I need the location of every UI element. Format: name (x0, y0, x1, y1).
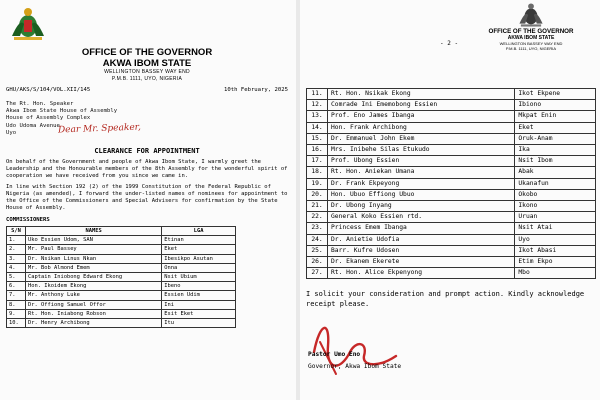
table-row (7, 254, 236, 263)
nominee-name: Comrade Ini Ememobong Essien (328, 100, 515, 111)
row-number: 7. (7, 291, 26, 300)
column-header: S/N (7, 227, 26, 236)
table-row (307, 111, 596, 122)
row-number: 6. (7, 282, 26, 291)
row-number: 2. (7, 245, 26, 254)
row-number: 9. (7, 309, 26, 318)
table-row (307, 89, 596, 100)
nominee-lga: Ika (515, 145, 596, 156)
nominee-lga: Ibeno (162, 282, 236, 291)
signature-mark (306, 312, 426, 382)
office-title: OFFICE OF THE GOVERNOR (488, 28, 574, 35)
page-number: - 2 - (440, 40, 459, 47)
address-line: Udo Udoma Avenue (6, 122, 60, 129)
state-title: AKWA IBOM STATE (102, 58, 192, 69)
nominee-lga: Ibiono (515, 100, 596, 111)
nominee-lga: Nsit Atai (515, 223, 596, 234)
nominee-name: Mr. Paul Bassey (26, 245, 162, 254)
table-row (307, 234, 596, 245)
address-line: Akwa Ibom State House of Assembly (6, 108, 118, 115)
row-number: 20. (307, 189, 328, 200)
table-row (307, 223, 596, 234)
nominee-lga: Nsit Ibom (515, 156, 596, 167)
row-number: 14. (307, 122, 328, 133)
row-number: 4. (7, 263, 26, 272)
table-row (307, 189, 596, 200)
nominee-name: Prof. Ubong Essien (328, 156, 515, 167)
nominee-name: Mr. Anthony Luke (26, 291, 162, 300)
nominee-name: Dr. Nsikan Linus Nkan (26, 254, 162, 263)
commissioners-table (6, 226, 236, 328)
nominee-name: Dr. Emmanuel John Ekem (328, 133, 515, 144)
table-row (307, 245, 596, 256)
table-row (307, 100, 596, 111)
table-row (7, 300, 236, 309)
letter-title: CLEARANCE FOR APPOINTMENT (94, 147, 200, 156)
coat-of-arms-icon (6, 6, 50, 42)
nominee-name: Mrs. Inibehe Silas Etukudo (328, 145, 515, 156)
nominee-name: Rt. Hon. Nsikak Ekong (328, 89, 515, 100)
table-row (7, 245, 236, 254)
table-row (7, 319, 236, 328)
row-number: 27. (307, 268, 328, 279)
page-2-letterhead (476, 2, 586, 51)
row-number: 3. (7, 254, 26, 263)
nominee-name: Dr. Ekanem Ekerete (328, 257, 515, 268)
nominee-lga: Okobo (515, 189, 596, 200)
state-title: AKWA IBOM STATE (507, 35, 555, 41)
nominee-lga: Ini (162, 300, 236, 309)
address-line-2: P.M.B. 1111, UYO, NIGERIA (111, 76, 183, 82)
row-number: 10. (7, 319, 26, 328)
address-line-1: WELLINGTON BASSEY WAY END (104, 69, 190, 75)
paragraph-2: In line with Section 192 (2) of the 1999 Constitution of the Federal Republic of Nigeria (as amended), I forward the under-listed names of nominees for appointment to the Office of the Commissioners and Special Advisers for confirmation by the State House of Assembly. (6, 184, 288, 212)
coat-of-arms-icon (515, 2, 547, 28)
nominee-lga: Etinan (162, 236, 236, 245)
row-number: 24. (307, 234, 328, 245)
recipient-address (6, 101, 288, 137)
row-number: 18. (307, 167, 328, 178)
row-number: 8. (7, 300, 26, 309)
nominee-name: Captain Iniobong Edward Ekong (26, 273, 162, 282)
nominee-lga: Itu (162, 319, 236, 328)
row-number: 15. (307, 133, 328, 144)
table-row (307, 257, 596, 268)
signatory-title: Governor, Akwa Ibom State (308, 363, 402, 370)
address-line: House of Assembly Complex (6, 115, 91, 122)
nominee-lga: Abak (515, 167, 596, 178)
office-title: OFFICE OF THE GOVERNOR (81, 47, 213, 58)
paragraph-1: On behalf of the Government and people of Akwa Ibom State, I warmly greet the Leadership and the Honourable members of the 8th Assembly for the wonderful spirit of cooperation we have received from you since we came in. (6, 159, 288, 180)
table-row (7, 273, 236, 282)
nominee-name: Princess Emem Ibanga (328, 223, 515, 234)
nominee-name: Barr. Kufre Udosen (328, 245, 515, 256)
table-row (307, 212, 596, 223)
nominee-lga: Mbo (515, 268, 596, 279)
nominee-name: Rt. Hon. Alice Ekpenyong (328, 268, 515, 279)
table-row (7, 309, 236, 318)
nominee-name: Rt. Hon. Iniabong Robson (26, 309, 162, 318)
reference-line (6, 87, 288, 93)
letter-date: 10th February, 2025 (224, 87, 288, 93)
nominee-name: Dr. Ubong Inyang (328, 201, 515, 212)
nominee-lga: Eket (515, 122, 596, 133)
row-number: 17. (307, 156, 328, 167)
nominee-name: General Koko Essien rtd. (328, 212, 515, 223)
nominee-name: Hon. Frank Archibong (328, 122, 515, 133)
table-row (307, 167, 596, 178)
letter-page-2 (300, 0, 600, 400)
table-row (307, 122, 596, 133)
nominee-lga: Nsit Ubium (162, 273, 236, 282)
column-header: NAMES (26, 227, 162, 236)
row-number: 19. (307, 178, 328, 189)
column-header: LGA (162, 227, 236, 236)
table-row (7, 263, 236, 272)
row-number: 13. (307, 111, 328, 122)
nominee-lga: Uyo (515, 234, 596, 245)
row-number: 26. (307, 257, 328, 268)
nominee-name: Dr. Offiong Samuel Offor (26, 300, 162, 309)
nominee-lga: Mkpat Enin (515, 111, 596, 122)
nominee-name: Hon. Ikoidem Ekong (26, 282, 162, 291)
nominee-name: Uko Essien Udom, SAN (26, 236, 162, 245)
table-row (7, 291, 236, 300)
row-number: 25. (307, 245, 328, 256)
nominee-lga: Etim Ekpo (515, 257, 596, 268)
table-row (307, 178, 596, 189)
nominee-lga: Essien Udim (162, 291, 236, 300)
letter-page-1 (0, 0, 296, 400)
table-row (307, 268, 596, 279)
handwritten-greeting: Dear Mr. Speaker, (57, 122, 142, 136)
row-number: 1. (7, 236, 26, 245)
row-number: 21. (307, 201, 328, 212)
commissioners-table-continued (306, 88, 596, 279)
address-line: The Rt. Hon. Speaker (6, 101, 74, 107)
reference-number: GHU/AKS/S/104/VOL.XII/145 (6, 87, 91, 93)
nominee-lga: Ikot Ekpene (515, 89, 596, 100)
nominee-name: Dr. Frank Ekpeyong (328, 178, 515, 189)
address-line: Uyo (6, 129, 17, 136)
table-row (307, 133, 596, 144)
nominee-name: Dr. Anietie Udofia (328, 234, 515, 245)
nominee-lga: Esit Eket (162, 309, 236, 318)
section-heading: COMMISSIONERS (6, 217, 50, 224)
table-row (7, 236, 236, 245)
row-number: 16. (307, 145, 328, 156)
table-header-row (7, 227, 236, 236)
table-row (307, 145, 596, 156)
nominee-lga: Ibesikpo Asutan (162, 254, 236, 263)
nominee-lga: Ikot Abasi (515, 245, 596, 256)
closing-text: I solicit your consideration and prompt action. Kindly acknowledge receipt please. (306, 290, 585, 309)
row-number: 23. (307, 223, 328, 234)
table-row (7, 282, 236, 291)
nominee-name: Dr. Henry Archibong (26, 319, 162, 328)
table-row (307, 156, 596, 167)
nominee-lga: Ukanafun (515, 178, 596, 189)
nominee-lga: Onna (162, 263, 236, 272)
address-line-1: WELLINGTON BASSEY WAY END (499, 41, 563, 46)
row-number: 12. (307, 100, 328, 111)
row-number: 22. (307, 212, 328, 223)
nominee-lga: Ikono (515, 201, 596, 212)
nominee-name: Rt. Hon. Aniekan Umana (328, 167, 515, 178)
address-line-2: P.M.B. 1111, UYO, NIGERIA (505, 46, 557, 51)
row-number: 5. (7, 273, 26, 282)
nominee-name: Mr. Bob Almond Emem (26, 263, 162, 272)
nominee-lga: Eket (162, 245, 236, 254)
signatory-name: Pastor Umo Eno (308, 351, 361, 358)
nominee-lga: Uruan (515, 212, 596, 223)
closing-paragraph (306, 289, 594, 309)
nominee-name: Hon. Ubuo Effiong Ubuo (328, 189, 515, 200)
row-number: 11. (307, 89, 328, 100)
nominee-lga: Oruk-Anam (515, 133, 596, 144)
table-row (307, 201, 596, 212)
nominee-name: Prof. Eno James Ibanga (328, 111, 515, 122)
